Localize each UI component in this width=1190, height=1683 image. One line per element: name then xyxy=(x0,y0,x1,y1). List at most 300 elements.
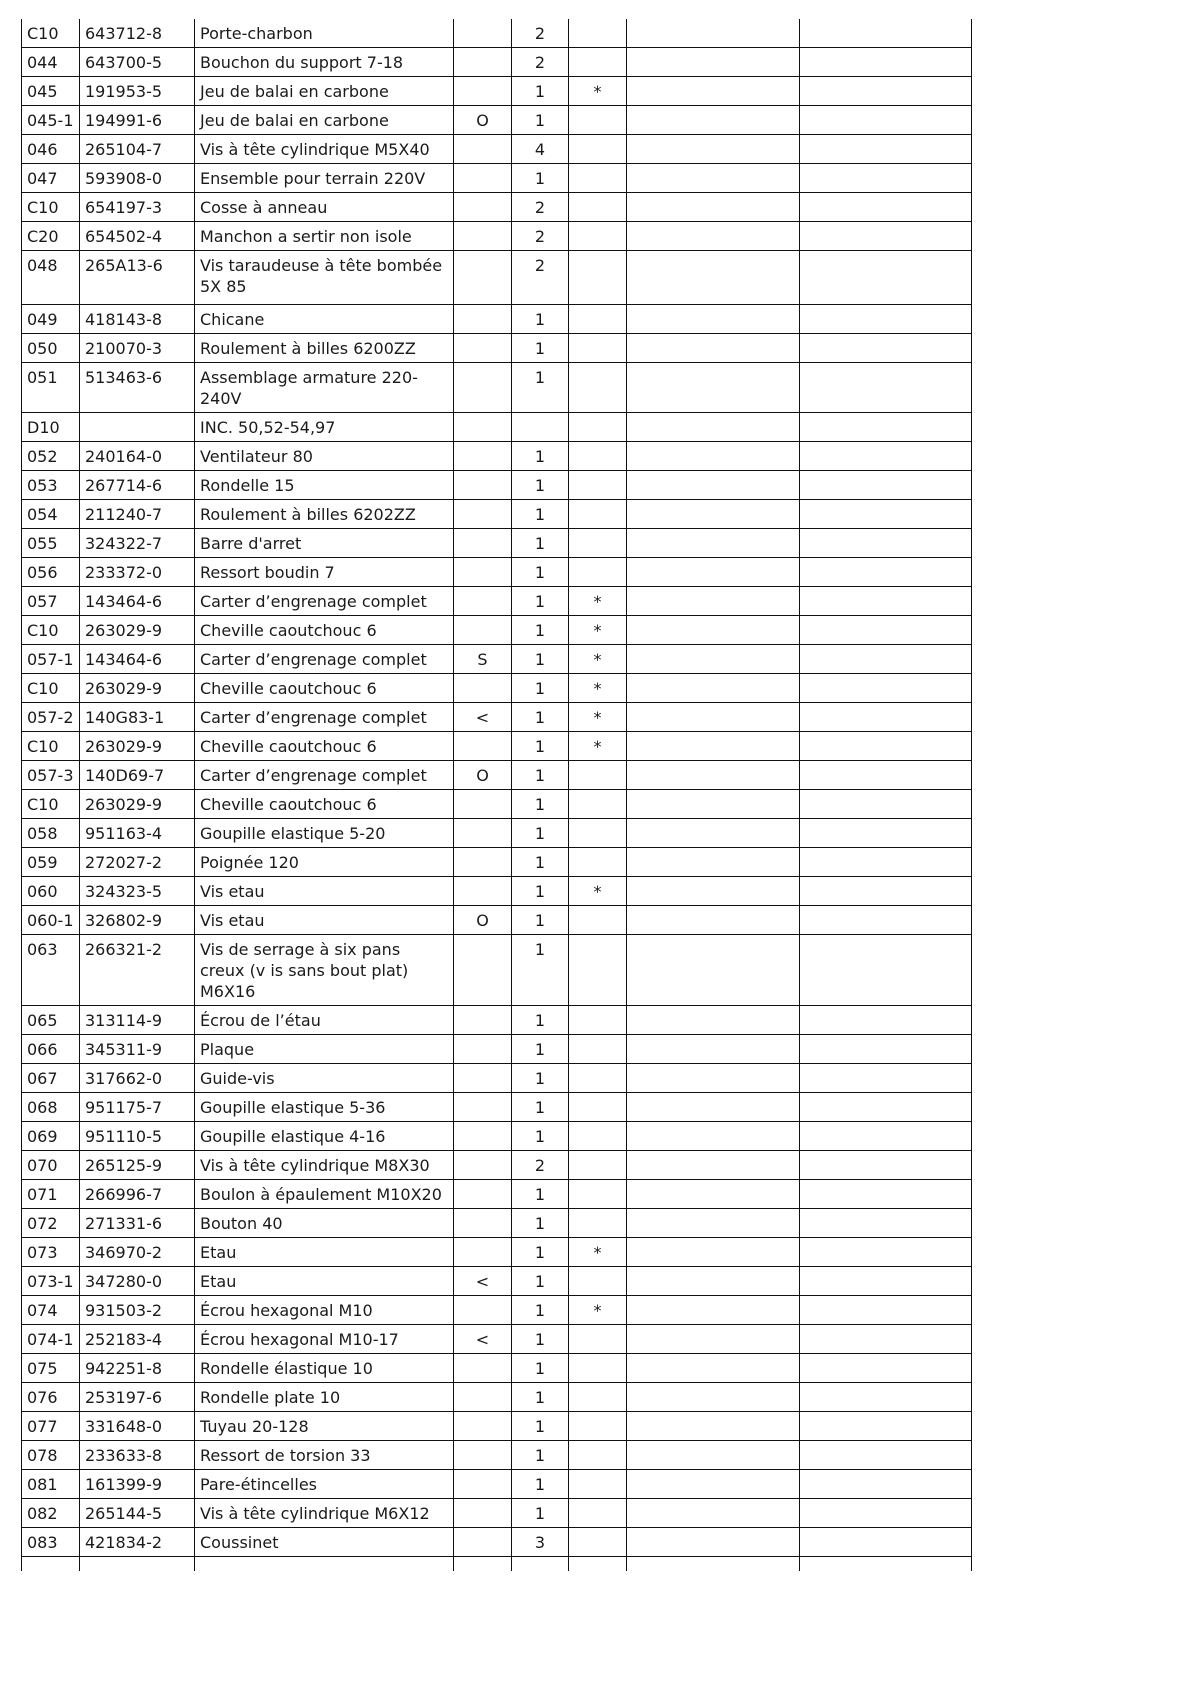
note-code-cell: < xyxy=(454,1325,512,1354)
blank-cell xyxy=(800,363,972,413)
item-number-cell: C10 xyxy=(22,790,80,819)
part-number-cell: 253197-6 xyxy=(80,1383,195,1412)
blank-cell xyxy=(800,1035,972,1064)
change-mark-cell xyxy=(569,906,627,935)
blank-cell xyxy=(627,645,800,674)
description-cell: Porte-charbon xyxy=(195,19,454,48)
item-number-cell: 069 xyxy=(22,1122,80,1151)
change-mark-cell xyxy=(569,193,627,222)
description-cell: Cheville caoutchouc 6 xyxy=(195,732,454,761)
note-code-cell: < xyxy=(454,1267,512,1296)
table-row xyxy=(22,48,972,77)
table-row xyxy=(22,1325,972,1354)
item-number-cell: 073 xyxy=(22,1238,80,1267)
item-number-cell: C10 xyxy=(22,674,80,703)
change-mark-cell xyxy=(569,761,627,790)
blank-cell xyxy=(627,193,800,222)
table-row xyxy=(22,442,972,471)
item-number-cell: 057-1 xyxy=(22,645,80,674)
blank-cell xyxy=(800,1499,972,1528)
item-number-cell: 060-1 xyxy=(22,906,80,935)
description-cell: Ressort boudin 7 xyxy=(195,558,454,587)
note-code-cell xyxy=(454,1383,512,1412)
blank-cell xyxy=(800,1412,972,1441)
change-mark-cell xyxy=(569,1499,627,1528)
quantity-cell: 1 xyxy=(512,164,569,193)
item-number-cell: 060 xyxy=(22,877,80,906)
description-cell: Carter d’engrenage complet xyxy=(195,587,454,616)
quantity-cell: 1 xyxy=(512,645,569,674)
blank-cell xyxy=(454,1557,512,1571)
part-number-cell: 140D69-7 xyxy=(80,761,195,790)
item-number-cell: 068 xyxy=(22,1093,80,1122)
table-row xyxy=(22,363,972,413)
blank-cell xyxy=(800,1006,972,1035)
description-cell: Tuyau 20-128 xyxy=(195,1412,454,1441)
item-number-cell: C10 xyxy=(22,732,80,761)
quantity-cell: 1 xyxy=(512,1209,569,1238)
blank-cell xyxy=(800,703,972,732)
table-row xyxy=(22,1064,972,1093)
change-mark-cell xyxy=(569,1180,627,1209)
blank-cell xyxy=(627,1470,800,1499)
change-mark-cell xyxy=(569,363,627,413)
description-cell: Rondelle 15 xyxy=(195,471,454,500)
table-row xyxy=(22,1441,972,1470)
note-code-cell xyxy=(454,587,512,616)
table-row xyxy=(22,645,972,674)
table-row xyxy=(22,334,972,363)
quantity-cell: 2 xyxy=(512,222,569,251)
change-mark-cell xyxy=(569,471,627,500)
part-number-cell: 265A13-6 xyxy=(80,251,195,305)
quantity-cell: 1 xyxy=(512,616,569,645)
description-cell: Boulon à épaulement M10X20 xyxy=(195,1180,454,1209)
part-number-cell: 951163-4 xyxy=(80,819,195,848)
description-cell: Vis etau xyxy=(195,906,454,935)
blank-cell xyxy=(627,1499,800,1528)
table-row xyxy=(22,1122,972,1151)
quantity-cell: 2 xyxy=(512,1151,569,1180)
blank-cell xyxy=(22,1557,80,1571)
description-cell: Plaque xyxy=(195,1035,454,1064)
table-row xyxy=(22,1296,972,1325)
blank-cell xyxy=(800,19,972,48)
table-row xyxy=(22,413,972,442)
quantity-cell: 1 xyxy=(512,1499,569,1528)
description-cell: Carter d’engrenage complet xyxy=(195,761,454,790)
item-number-cell: 065 xyxy=(22,1006,80,1035)
blank-cell xyxy=(512,1557,569,1571)
blank-cell xyxy=(627,1528,800,1557)
blank-cell xyxy=(627,442,800,471)
item-number-cell: 046 xyxy=(22,135,80,164)
part-number-cell: 317662-0 xyxy=(80,1064,195,1093)
blank-cell xyxy=(569,1557,627,1571)
quantity-cell: 3 xyxy=(512,1528,569,1557)
table-row xyxy=(22,674,972,703)
change-mark-cell xyxy=(569,1354,627,1383)
change-mark-cell xyxy=(569,1093,627,1122)
table-row xyxy=(22,500,972,529)
item-number-cell: C20 xyxy=(22,222,80,251)
quantity-cell: 1 xyxy=(512,1325,569,1354)
part-number-cell: 271331-6 xyxy=(80,1209,195,1238)
item-number-cell: 049 xyxy=(22,305,80,334)
quantity-cell: 1 xyxy=(512,587,569,616)
item-number-cell: 051 xyxy=(22,363,80,413)
part-number-cell: 211240-7 xyxy=(80,500,195,529)
table-row xyxy=(22,222,972,251)
change-mark-cell xyxy=(569,935,627,1006)
change-mark-cell xyxy=(569,1209,627,1238)
quantity-cell: 1 xyxy=(512,1296,569,1325)
description-cell: Écrou de l’étau xyxy=(195,1006,454,1035)
change-mark-cell xyxy=(569,848,627,877)
blank-cell xyxy=(800,1238,972,1267)
change-mark-cell: * xyxy=(569,1238,627,1267)
part-number-cell: 265125-9 xyxy=(80,1151,195,1180)
note-code-cell xyxy=(454,1354,512,1383)
note-code-cell xyxy=(454,674,512,703)
blank-cell xyxy=(627,1122,800,1151)
blank-cell xyxy=(627,1412,800,1441)
description-cell: Pare-étincelles xyxy=(195,1470,454,1499)
description-cell: Cheville caoutchouc 6 xyxy=(195,674,454,703)
item-number-cell: 045 xyxy=(22,77,80,106)
table-row xyxy=(22,471,972,500)
blank-cell xyxy=(800,674,972,703)
table-row xyxy=(22,19,972,48)
item-number-cell: 058 xyxy=(22,819,80,848)
item-number-cell: 082 xyxy=(22,1499,80,1528)
item-number-cell: 063 xyxy=(22,935,80,1006)
blank-cell xyxy=(627,334,800,363)
quantity-cell: 1 xyxy=(512,106,569,135)
description-cell: Chicane xyxy=(195,305,454,334)
quantity-cell: 1 xyxy=(512,877,569,906)
part-number-cell: 263029-9 xyxy=(80,732,195,761)
change-mark-cell: * xyxy=(569,587,627,616)
change-mark-cell xyxy=(569,413,627,442)
change-mark-cell xyxy=(569,1383,627,1412)
blank-cell xyxy=(800,1354,972,1383)
description-cell: Guide-vis xyxy=(195,1064,454,1093)
part-number-cell: 267714-6 xyxy=(80,471,195,500)
part-number-cell: 266321-2 xyxy=(80,935,195,1006)
quantity-cell: 1 xyxy=(512,1354,569,1383)
note-code-cell xyxy=(454,1499,512,1528)
part-number-cell: 345311-9 xyxy=(80,1035,195,1064)
note-code-cell xyxy=(454,1238,512,1267)
note-code-cell xyxy=(454,1093,512,1122)
note-code-cell: S xyxy=(454,645,512,674)
blank-cell xyxy=(80,1557,195,1571)
blank-cell xyxy=(800,1325,972,1354)
part-number-cell: 654197-3 xyxy=(80,193,195,222)
change-mark-cell: * xyxy=(569,877,627,906)
part-number-cell: 951110-5 xyxy=(80,1122,195,1151)
note-code-cell xyxy=(454,442,512,471)
blank-cell xyxy=(800,334,972,363)
quantity-cell: 1 xyxy=(512,363,569,413)
part-number-cell: 263029-9 xyxy=(80,616,195,645)
part-number-cell: 265144-5 xyxy=(80,1499,195,1528)
blank-cell xyxy=(800,193,972,222)
item-number-cell: 078 xyxy=(22,1441,80,1470)
quantity-cell: 1 xyxy=(512,848,569,877)
note-code-cell xyxy=(454,848,512,877)
part-number-cell xyxy=(80,413,195,442)
table-row xyxy=(22,164,972,193)
note-code-cell xyxy=(454,471,512,500)
note-code-cell xyxy=(454,819,512,848)
blank-cell xyxy=(627,935,800,1006)
description-cell: Vis à tête cylindrique M8X30 xyxy=(195,1151,454,1180)
table-row xyxy=(22,935,972,1006)
blank-cell xyxy=(627,305,800,334)
blank-cell xyxy=(800,848,972,877)
blank-cell xyxy=(627,1180,800,1209)
blank-cell xyxy=(800,305,972,334)
item-number-cell: 076 xyxy=(22,1383,80,1412)
blank-cell xyxy=(800,906,972,935)
quantity-cell: 1 xyxy=(512,935,569,1006)
item-number-cell: D10 xyxy=(22,413,80,442)
part-number-cell: 324322-7 xyxy=(80,529,195,558)
table-row xyxy=(22,732,972,761)
item-number-cell: 072 xyxy=(22,1209,80,1238)
part-number-cell: 513463-6 xyxy=(80,363,195,413)
item-number-cell: 074 xyxy=(22,1296,80,1325)
blank-cell xyxy=(800,616,972,645)
quantity-cell: 1 xyxy=(512,1412,569,1441)
change-mark-cell xyxy=(569,529,627,558)
change-mark-cell xyxy=(569,1267,627,1296)
quantity-cell: 1 xyxy=(512,1383,569,1412)
blank-cell xyxy=(627,1354,800,1383)
part-number-cell: 313114-9 xyxy=(80,1006,195,1035)
item-number-cell: 057 xyxy=(22,587,80,616)
quantity-cell: 1 xyxy=(512,500,569,529)
blank-cell xyxy=(800,1470,972,1499)
part-number-cell: 263029-9 xyxy=(80,790,195,819)
part-number-cell: 951175-7 xyxy=(80,1093,195,1122)
part-number-cell: 194991-6 xyxy=(80,106,195,135)
blank-cell xyxy=(800,222,972,251)
note-code-cell: O xyxy=(454,106,512,135)
blank-cell xyxy=(627,732,800,761)
note-code-cell xyxy=(454,877,512,906)
blank-cell xyxy=(627,500,800,529)
blank-cell xyxy=(800,1267,972,1296)
part-number-cell: 233372-0 xyxy=(80,558,195,587)
description-cell: Poignée 120 xyxy=(195,848,454,877)
blank-cell xyxy=(800,251,972,305)
blank-cell xyxy=(627,848,800,877)
quantity-cell: 1 xyxy=(512,906,569,935)
item-number-cell: C10 xyxy=(22,616,80,645)
note-code-cell xyxy=(454,732,512,761)
part-number-cell: 654502-4 xyxy=(80,222,195,251)
change-mark-cell xyxy=(569,305,627,334)
quantity-cell: 1 xyxy=(512,334,569,363)
blank-cell xyxy=(627,790,800,819)
part-number-cell: 143464-6 xyxy=(80,587,195,616)
note-code-cell xyxy=(454,1151,512,1180)
note-code-cell xyxy=(454,334,512,363)
part-number-cell: 331648-0 xyxy=(80,1412,195,1441)
note-code-cell xyxy=(454,1470,512,1499)
item-number-cell: 073-1 xyxy=(22,1267,80,1296)
item-number-cell: 067 xyxy=(22,1064,80,1093)
description-cell: Vis à tête cylindrique M6X12 xyxy=(195,1499,454,1528)
item-number-cell: 057-2 xyxy=(22,703,80,732)
change-mark-cell: * xyxy=(569,674,627,703)
description-cell: Jeu de balai en carbone xyxy=(195,106,454,135)
description-cell: Etau xyxy=(195,1238,454,1267)
blank-cell xyxy=(800,587,972,616)
description-cell: Cheville caoutchouc 6 xyxy=(195,616,454,645)
table-row xyxy=(22,761,972,790)
description-cell: Roulement à billes 6202ZZ xyxy=(195,500,454,529)
blank-cell xyxy=(800,732,972,761)
blank-cell xyxy=(800,164,972,193)
table-row xyxy=(22,1238,972,1267)
change-mark-cell: * xyxy=(569,732,627,761)
change-mark-cell xyxy=(569,1470,627,1499)
table-row xyxy=(22,1354,972,1383)
table-row xyxy=(22,587,972,616)
note-code-cell xyxy=(454,222,512,251)
quantity-cell: 1 xyxy=(512,1470,569,1499)
item-number-cell: 056 xyxy=(22,558,80,587)
blank-cell xyxy=(800,1209,972,1238)
item-number-cell: 048 xyxy=(22,251,80,305)
item-number-cell: C10 xyxy=(22,19,80,48)
blank-cell xyxy=(800,935,972,1006)
item-number-cell: 071 xyxy=(22,1180,80,1209)
blank-cell xyxy=(627,413,800,442)
part-number-cell: 421834-2 xyxy=(80,1528,195,1557)
change-mark-cell xyxy=(569,48,627,77)
quantity-cell: 4 xyxy=(512,135,569,164)
blank-cell xyxy=(800,442,972,471)
item-number-cell: 052 xyxy=(22,442,80,471)
table-row xyxy=(22,1267,972,1296)
blank-cell xyxy=(627,251,800,305)
blank-cell xyxy=(627,164,800,193)
note-code-cell: O xyxy=(454,906,512,935)
description-cell: Vis de serrage à six pans creux (v is sans bout plat) M6X16 xyxy=(195,935,454,1006)
table-row xyxy=(22,906,972,935)
description-cell: Barre d'arret xyxy=(195,529,454,558)
part-number-cell: 265104-7 xyxy=(80,135,195,164)
change-mark-cell xyxy=(569,1006,627,1035)
note-code-cell xyxy=(454,48,512,77)
table-row xyxy=(22,193,972,222)
description-cell: Assemblage armature 220-240V xyxy=(195,363,454,413)
note-code-cell xyxy=(454,19,512,48)
note-code-cell xyxy=(454,1209,512,1238)
blank-cell xyxy=(800,500,972,529)
part-number-cell: 266996-7 xyxy=(80,1180,195,1209)
note-code-cell xyxy=(454,790,512,819)
quantity-cell: 2 xyxy=(512,193,569,222)
quantity-cell: 1 xyxy=(512,732,569,761)
blank-cell xyxy=(627,1035,800,1064)
blank-cell xyxy=(627,587,800,616)
item-number-cell: 055 xyxy=(22,529,80,558)
note-code-cell xyxy=(454,1035,512,1064)
part-number-cell: 240164-0 xyxy=(80,442,195,471)
part-number-cell: 161399-9 xyxy=(80,1470,195,1499)
table-row xyxy=(22,305,972,334)
description-cell: Bouchon du support 7-18 xyxy=(195,48,454,77)
blank-cell xyxy=(800,413,972,442)
description-cell: Cheville caoutchouc 6 xyxy=(195,790,454,819)
change-mark-cell xyxy=(569,106,627,135)
table-row xyxy=(22,1151,972,1180)
item-number-cell: C10 xyxy=(22,193,80,222)
description-cell: Etau xyxy=(195,1267,454,1296)
table-row xyxy=(22,1006,972,1035)
change-mark-cell xyxy=(569,19,627,48)
change-mark-cell xyxy=(569,164,627,193)
blank-cell xyxy=(800,877,972,906)
blank-cell xyxy=(800,1557,972,1571)
table-row xyxy=(22,703,972,732)
blank-cell xyxy=(627,222,800,251)
table-row xyxy=(22,251,972,305)
item-number-cell: 075 xyxy=(22,1354,80,1383)
quantity-cell: 1 xyxy=(512,1180,569,1209)
blank-cell xyxy=(800,471,972,500)
description-cell: Goupille elastique 4-16 xyxy=(195,1122,454,1151)
change-mark-cell xyxy=(569,819,627,848)
blank-cell xyxy=(627,1006,800,1035)
table-row xyxy=(22,106,972,135)
part-number-cell: 593908-0 xyxy=(80,164,195,193)
quantity-cell: 1 xyxy=(512,558,569,587)
description-cell: Vis taraudeuse à tête bombée 5X 85 xyxy=(195,251,454,305)
blank-cell xyxy=(627,703,800,732)
note-code-cell xyxy=(454,1180,512,1209)
blank-cell xyxy=(627,529,800,558)
change-mark-cell xyxy=(569,1035,627,1064)
quantity-cell: 1 xyxy=(512,442,569,471)
blank-cell xyxy=(627,1267,800,1296)
blank-cell xyxy=(800,1093,972,1122)
note-code-cell xyxy=(454,616,512,645)
description-cell: Cosse à anneau xyxy=(195,193,454,222)
part-number-cell: 272027-2 xyxy=(80,848,195,877)
blank-cell xyxy=(627,1209,800,1238)
table-row xyxy=(22,848,972,877)
blank-cell xyxy=(800,1383,972,1412)
blank-cell xyxy=(800,558,972,587)
note-code-cell xyxy=(454,1122,512,1151)
description-cell: Carter d’engrenage complet xyxy=(195,703,454,732)
table-row xyxy=(22,1383,972,1412)
blank-cell xyxy=(627,906,800,935)
part-number-cell: 324323-5 xyxy=(80,877,195,906)
change-mark-cell: * xyxy=(569,645,627,674)
table-row xyxy=(22,1528,972,1557)
table-row xyxy=(22,1209,972,1238)
part-number-cell: 346970-2 xyxy=(80,1238,195,1267)
table-row xyxy=(22,1499,972,1528)
